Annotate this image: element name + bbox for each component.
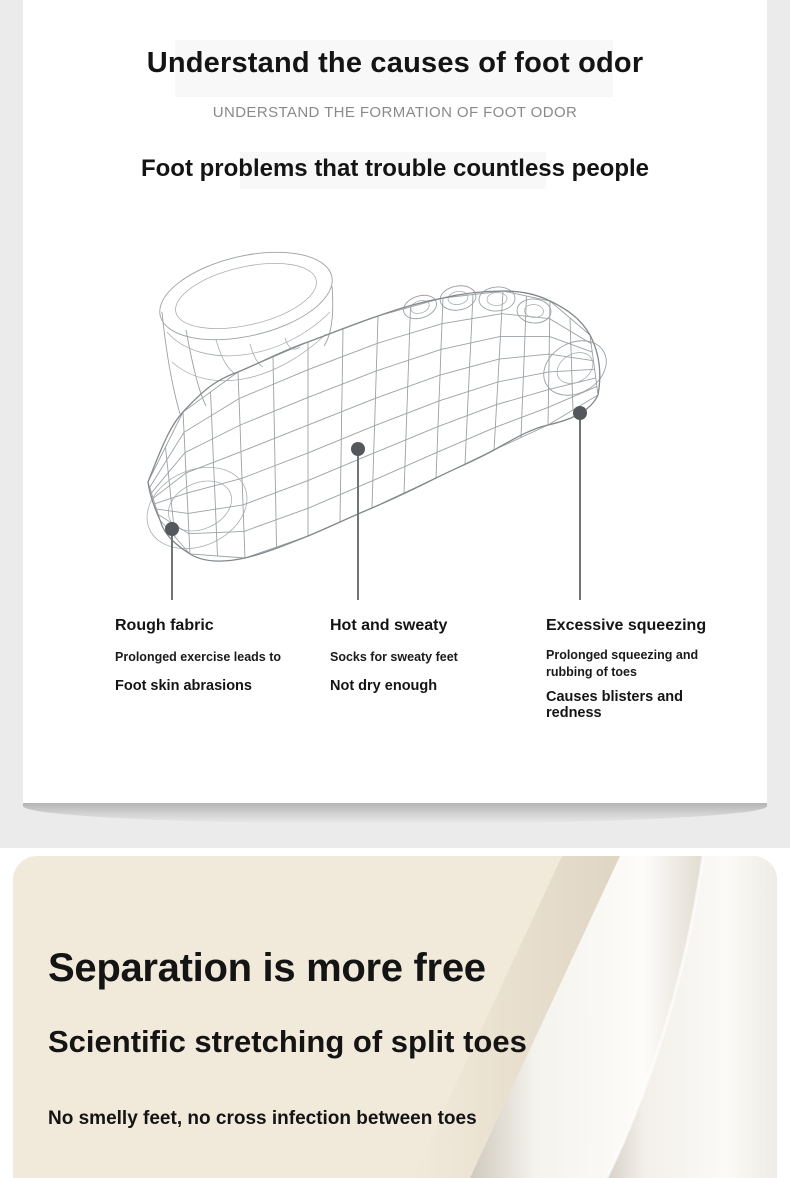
- section-subtitle: UNDERSTAND THE FORMATION OF FOOT ODOR: [212, 104, 578, 121]
- cause-title: Excessive squeezing: [546, 617, 707, 634]
- callout-dot-left: [165, 522, 179, 536]
- cause-column-hot-sweaty: [330, 617, 535, 694]
- section-heading: Foot problems that trouble countless people: [140, 155, 650, 182]
- cause-result: Causes blisters and redness: [546, 688, 683, 721]
- cause-column-squeezing: [546, 617, 736, 721]
- cause-detail: Socks for sweaty feet: [330, 650, 458, 664]
- callout-dot-middle: [351, 442, 365, 456]
- section-title: Understand the causes of foot odor: [146, 47, 644, 79]
- separation-tagline: No smelly feet, no cross infection between toes: [48, 1108, 477, 1129]
- cause-detail: Prolonged squeezing and rubbing of toes: [546, 648, 699, 679]
- ankle-cylinder: [151, 237, 340, 414]
- cause-detail: Prolonged exercise leads to: [115, 650, 282, 664]
- cause-title: Rough fabric: [115, 617, 214, 634]
- separation-subtitle: Scientific stretching of split toes: [48, 1024, 527, 1059]
- callouts: [165, 406, 587, 600]
- toes: [400, 283, 616, 406]
- sole-mesh: [148, 291, 598, 558]
- cause-result: Not dry enough: [330, 677, 438, 694]
- cause-title: Hot and sweaty: [330, 617, 448, 634]
- cause-column-rough-fabric: [115, 617, 330, 694]
- separation-title: Separation is more free: [48, 946, 486, 990]
- callout-dot-right: [573, 406, 587, 420]
- cause-result: Foot skin abrasions: [115, 677, 252, 694]
- separation-banner: [13, 856, 777, 1178]
